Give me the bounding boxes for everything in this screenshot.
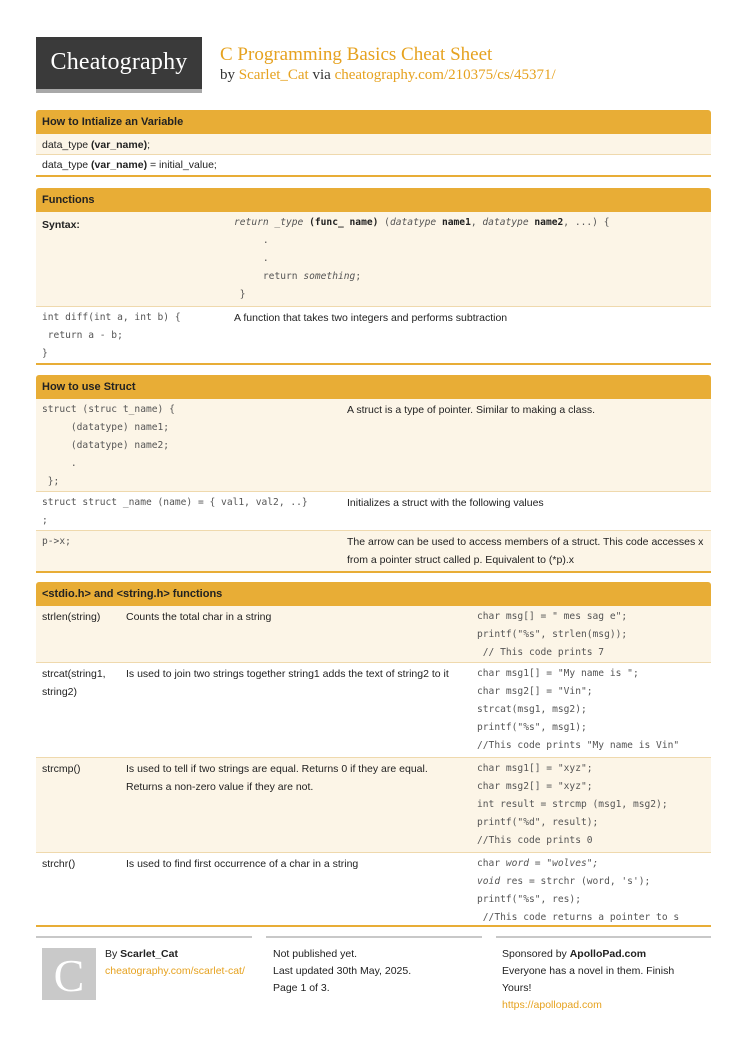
- section-title: How to use Struct: [36, 375, 711, 399]
- function-example: char msg[] = " mes sag e"; printf("%s", strlen(msg)); // This code prints 7: [477, 611, 628, 658]
- table-row: [36, 530, 711, 571]
- footer-divider: [496, 936, 711, 938]
- sheet-title: C Programming Basics Cheat Sheet: [220, 44, 493, 65]
- footer-divider: [36, 936, 252, 938]
- logo-text: Cheatography: [50, 49, 188, 75]
- struct-code: p->x;: [42, 536, 71, 547]
- table-row: [36, 852, 711, 925]
- table-row: [36, 306, 711, 363]
- function-name: strlen(string): [42, 611, 101, 623]
- function-description: Is used to find first occurrence of a char in a string: [126, 858, 359, 870]
- function-example: char msg1[] = "My name is "; char msg2[] = "Vin"; strcat(msg1, msg2); printf("%s", msg1); //This code prints "My name is Vin": [477, 668, 680, 751]
- example-description: A function that takes two integers and performs subtraction: [234, 312, 508, 324]
- table-row: [36, 154, 711, 175]
- last-updated: Last updated 30th May, 2025.: [273, 965, 412, 977]
- function-description: Is used to join two strings together string1 adds the text of string2 to it: [126, 668, 449, 680]
- published-status: Not published yet.: [273, 948, 358, 960]
- table-row: [36, 134, 711, 154]
- footer-author-link[interactable]: cheatography.com/scarlet-cat/: [105, 965, 245, 977]
- syntax-label: Syntax:: [42, 219, 80, 231]
- byline-by: by: [220, 67, 235, 83]
- byline: [220, 67, 556, 84]
- author-link[interactable]: Scarlet_Cat: [238, 67, 309, 83]
- code-line: data_type (var_name);: [42, 139, 150, 151]
- sheet-url-link[interactable]: cheatography.com/210375/cs/45371/: [334, 67, 556, 83]
- function-example: char word = "wolves"; void res = strchr (word, 's'); printf("%s", res); //This code returns a pointer to s: [477, 858, 680, 923]
- byline-via: via: [312, 67, 331, 83]
- struct-description: A struct is a type of pointer. Similar to making a class.: [347, 404, 596, 416]
- table-row: [36, 399, 711, 491]
- section-stdio-string: [36, 582, 711, 927]
- function-name: strcat(string1, string2): [42, 668, 106, 698]
- logo-underline: [36, 89, 202, 93]
- avatar-letter: C: [53, 950, 85, 1001]
- struct-code: struct struct _name (name) = { val1, val2, ..} ;: [42, 497, 308, 526]
- table-row: [36, 757, 711, 852]
- section-title: Functions: [36, 188, 711, 212]
- section-functions: [36, 188, 711, 365]
- section-init: [36, 110, 711, 177]
- table-row: [36, 606, 711, 662]
- code-line: data_type (var_name) = initial_value;: [42, 159, 217, 171]
- struct-code: struct (struc t_name) { (datatype) name1; (datatype) name2; . };: [42, 404, 175, 487]
- page-number: Page 1 of 3.: [273, 982, 330, 994]
- table-row: [36, 662, 711, 757]
- table-row: [36, 212, 711, 306]
- footer-divider: [266, 936, 482, 938]
- struct-description: The arrow can be used to access members of a struct. This code accesses x from a pointer struct called p. Equivalent to (*p).x: [347, 536, 704, 566]
- footer-sponsor: Sponsored by ApolloPad.com Everyone has a novel in them. Finish Yours! https://apollopad.com: [502, 948, 675, 1011]
- function-name: strcmp(): [42, 763, 81, 775]
- section-title: How to Intialize an Variable: [36, 110, 711, 134]
- footer-author-name[interactable]: Scarlet_Cat: [120, 948, 178, 960]
- syntax-code: return _type (func_ name) (datatype name1, datatype name2, ...) { . . return something; }: [234, 217, 610, 300]
- sponsor-link[interactable]: https://apollopad.com: [502, 999, 602, 1011]
- table-row: [36, 491, 711, 530]
- footer-publish-info: [273, 946, 411, 997]
- struct-description: Initializes a struct with the following values: [347, 497, 544, 509]
- footer-author: By Scarlet_Cat cheatography.com/scarlet-cat/: [105, 948, 245, 977]
- function-description: Counts the total char in a string: [126, 611, 272, 623]
- sponsor-name[interactable]: ApolloPad.com: [569, 948, 647, 960]
- function-name: strchr(): [42, 858, 76, 870]
- section-title: <stdio.h> and <string.h> functions: [36, 582, 711, 606]
- function-example: char msg1[] = "xyz"; char msg2[] = "xyz"; int result = strcmp (msg1, msg2); printf("%d", result); //This code prints 0: [477, 763, 668, 846]
- section-struct: [36, 375, 711, 573]
- function-description: Is used to tell if two strings are equal. Returns 0 if they are equal. Returns a non-zero value if they are not.: [126, 763, 428, 793]
- example-code: int diff(int a, int b) { return a - b; }: [42, 312, 181, 359]
- sponsor-text: Everyone has a novel in them. Finish Yours!: [502, 965, 675, 994]
- cheatography-logo[interactable]: [36, 37, 202, 93]
- author-avatar[interactable]: [42, 948, 96, 1000]
